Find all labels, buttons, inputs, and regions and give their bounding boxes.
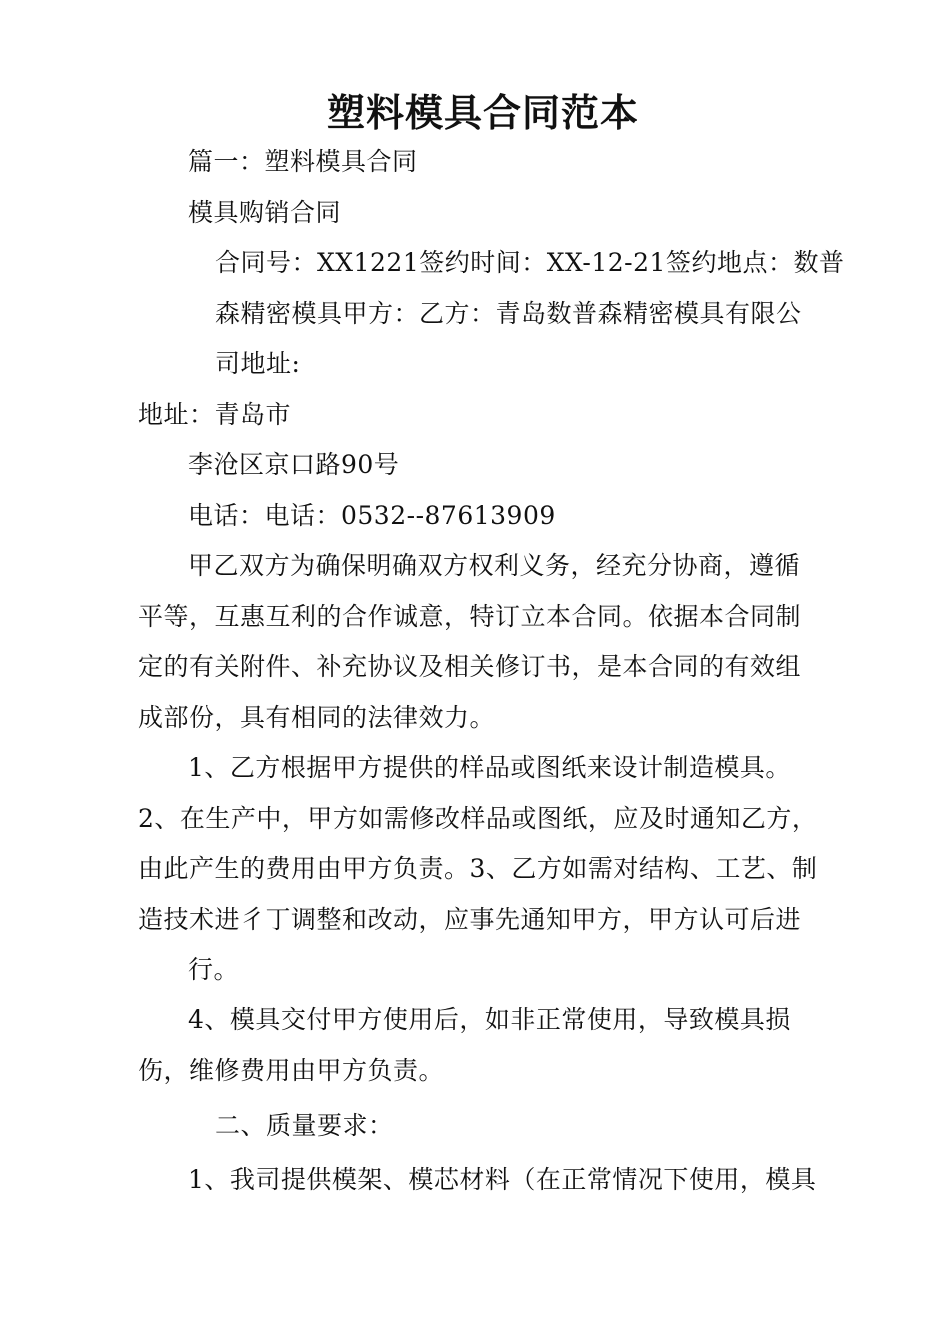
text-line: 伤，维修费用由甲方负责。 (138, 1056, 445, 1085)
text-line: 篇一：塑料模具合同 (188, 147, 418, 176)
text-line: 4、模具交付甲方使用后，如非正常使用，导致模具损 (188, 1005, 791, 1034)
text-line: 1、我司提供模架、模芯材料（在正常情况下使用，模具 (188, 1165, 817, 1194)
text-line: 定的有关附件、补充协议及相关修订书，是本合同的有效组 (138, 652, 802, 681)
text-line: 行。 (188, 955, 240, 984)
text-line: 2、在生产中，甲方如需修改样品或图纸，应及时通知乙方， (138, 804, 818, 833)
text-line: 甲乙双方为确保明确双方权利义务，经充分协商，遵循 (188, 551, 801, 580)
text-line: 二、质量要求： (215, 1111, 394, 1140)
text-line: 模具购销合同 (188, 198, 342, 227)
text-line: 司地址: (215, 349, 301, 378)
text-line: 电话：电话：0532--87613909 (188, 501, 556, 530)
text-line: 合同号：XX1221签约时间：XX-12-21签约地点：数普 (215, 248, 845, 277)
text-line: 1、乙方根据甲方提供的样品或图纸来设计制造模具。 (188, 753, 791, 782)
text-line: 由此产生的费用由甲方负责。3、乙方如需对结构、工艺、制 (138, 854, 818, 883)
text-line: 地址：青岛市 (138, 400, 292, 429)
document-title: 塑料模具合同范本 (326, 90, 639, 135)
text-line: 成部份，具有相同的法律效力。 (138, 703, 496, 732)
text-line: 造技术进彳丁调整和改动，应事先通知甲方，甲方认可后进 (138, 905, 802, 934)
text-line: 平等，互惠互利的合作诚意，特订立本合同。依据本合同制 (138, 602, 802, 631)
text-line: 森精密模具甲方：乙方：青岛数普森精密模具有限公 (215, 299, 802, 328)
text-line: 李沧区京口路90号 (188, 450, 400, 479)
